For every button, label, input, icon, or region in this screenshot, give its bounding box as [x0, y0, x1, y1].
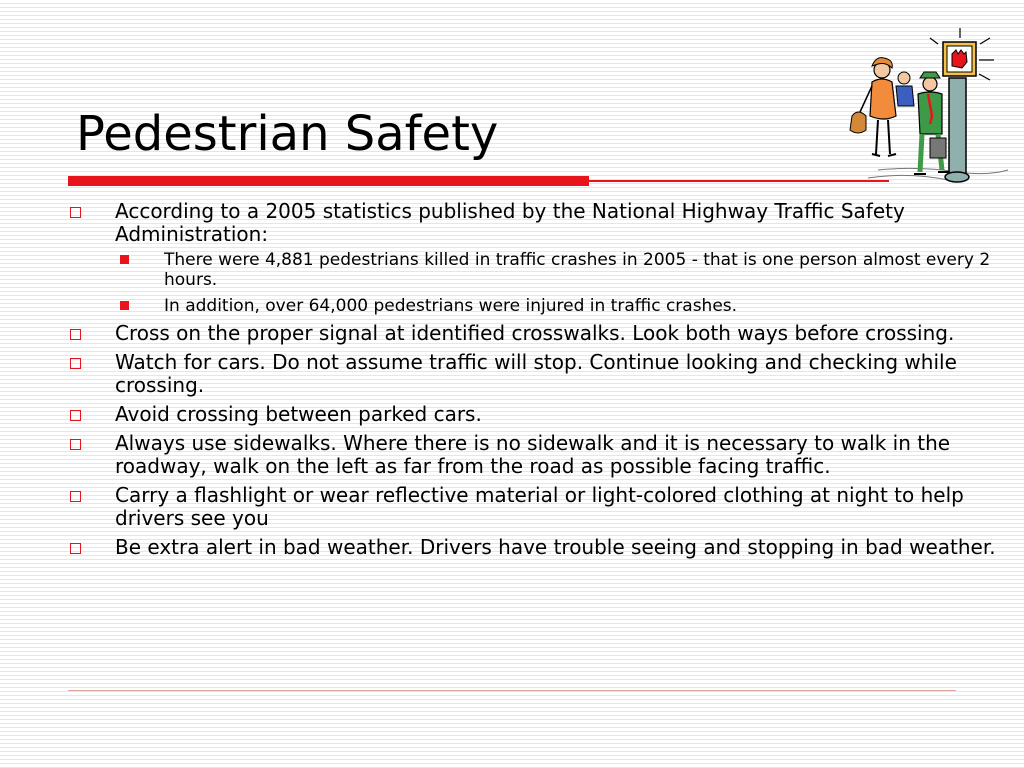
bullet-list	[64, 200, 1004, 559]
bullet-item	[64, 432, 1004, 478]
title-underline-bar	[68, 176, 589, 186]
hollow-square-bullet-icon	[70, 491, 81, 502]
footer-divider	[68, 690, 956, 691]
bullet-item	[64, 536, 1004, 559]
sub-bullet-item	[115, 250, 1004, 290]
bullet-text: Be extra alert in bad weather. Drivers have trouble seeing and stopping in bad weather.	[115, 535, 996, 559]
bullet-text: Cross on the proper signal at identified crosswalks. Look both ways before crossing.	[115, 321, 955, 345]
bullet-item	[64, 351, 1004, 397]
bullet-item	[64, 322, 1004, 345]
sub-bullet-text: In addition, over 64,000 pedestrians were injured in traffic crashes.	[164, 296, 738, 316]
solid-square-bullet-icon	[120, 301, 129, 310]
hollow-square-bullet-icon	[70, 543, 81, 554]
hollow-square-bullet-icon	[70, 207, 81, 218]
pedestrians-clipart-icon	[838, 20, 1020, 202]
slide-content	[64, 200, 1004, 565]
slide-title: Pedestrian Safety	[76, 106, 499, 162]
bullet-item	[64, 200, 1004, 316]
bullet-text: Always use sidewalks. Where there is no sidewalk and it is necessary to walk in the roadway, walk on the left as far from the road as possible facing traffic.	[115, 431, 951, 478]
bullet-text: Avoid crossing between parked cars.	[115, 402, 482, 426]
bullet-item	[64, 403, 1004, 426]
hollow-square-bullet-icon	[70, 439, 81, 450]
hollow-square-bullet-icon	[70, 410, 81, 421]
sub-bullet-list	[115, 250, 1004, 316]
bullet-text: Carry a flashlight or wear reflective material or light-colored clothing at night to help drivers see you	[115, 483, 964, 530]
sub-bullet-text: There were 4,881 pedestrians killed in traffic crashes in 2005 - that is one person almost every 2 hours.	[164, 250, 991, 290]
bullet-text: Watch for cars. Do not assume traffic will stop. Continue looking and checking while crossing.	[115, 350, 957, 397]
sub-bullet-item	[115, 296, 1004, 316]
hollow-square-bullet-icon	[70, 329, 81, 340]
bullet-text: According to a 2005 statistics published by the National Highway Traffic Safety Administration:	[115, 199, 905, 246]
hollow-square-bullet-icon	[70, 358, 81, 369]
bullet-item	[64, 484, 1004, 530]
solid-square-bullet-icon	[120, 255, 129, 264]
